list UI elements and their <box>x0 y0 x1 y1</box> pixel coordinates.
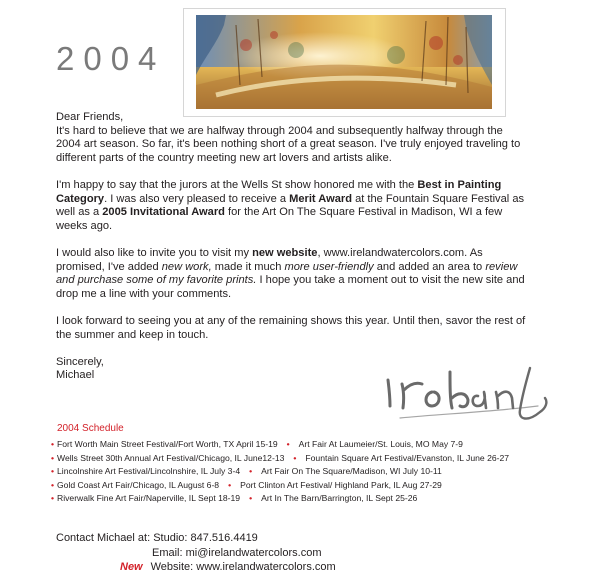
new-badge: New <box>120 561 143 573</box>
letter-body <box>56 111 526 383</box>
website-link[interactable]: Website: www.irelandwatercolors.com <box>150 561 336 573</box>
studio-phone: Contact Michael at: Studio: 847.516.4419 <box>56 532 258 544</box>
bullet-icon: • <box>286 439 290 449</box>
new-work-text: new work, <box>161 260 212 273</box>
schedule-event: Wells Street 30th Annual Art Festival/Chicago, IL June12-13 <box>57 452 285 463</box>
p2-text-3: at the Fountain Square Festival as well as a <box>56 192 525 219</box>
schedule-event: Fort Worth Main Street Festival/Fort Worth, TX April 15-19 <box>57 439 278 449</box>
signer-name: Michael <box>56 369 95 382</box>
bullet-icon: • <box>249 466 253 476</box>
schedule-row <box>48 479 608 493</box>
bullet-icon: • <box>50 479 54 490</box>
painting-frame <box>183 8 506 117</box>
schedule-row <box>48 465 608 479</box>
invitational-award: 2005 Invitational Award <box>102 206 225 219</box>
new-website-label: new website <box>252 246 318 259</box>
p3-text-4: and added an area to <box>373 260 486 273</box>
p3-text-1: I would also like to invite you to visit my <box>56 246 253 259</box>
watercolor-painting-image <box>196 15 492 109</box>
schedule-row <box>48 438 608 452</box>
p3-text-5: I hope you take a moment out to visit the new site and drop me a line with your comments. <box>56 274 525 300</box>
schedule-row <box>48 452 608 466</box>
bullet-icon: • <box>228 479 232 490</box>
schedule-event: Fountain Square Art Festival/Evanston, IL June 26-27 <box>305 452 510 463</box>
schedule-event: Port Clinton Art Festival/ Highland Park, IL Aug 27-29 <box>240 479 442 490</box>
schedule-row <box>48 492 608 506</box>
website-row <box>56 560 556 575</box>
closing: Sincerely, <box>56 355 104 368</box>
page-year-title: 2004 <box>56 40 166 77</box>
schedule-event: Riverwalk Fine Art Fair/Naperville, IL Sept 18-19 <box>57 493 241 503</box>
contact-block <box>56 531 556 575</box>
p3-text-2: , www.irelandwatercolors.com. As promised, I've added <box>56 246 483 273</box>
paragraph-2 <box>56 179 526 233</box>
user-friendly-text: more user-friendly <box>284 260 374 273</box>
handwritten-signature <box>380 362 550 432</box>
p2-text-4: for the Art On The Square Festival in Madison, WI a few weeks ago. <box>56 206 503 232</box>
bullet-icon: • <box>50 466 54 476</box>
greeting: Dear Friends, <box>56 111 124 123</box>
bullet-icon: • <box>249 493 253 503</box>
p3-text-3: made it much <box>211 260 285 273</box>
paragraph-4: I look forward to seeing you at any of the remaining shows this year. Until then, savor the rest of the summer and keep in touch. <box>56 314 526 341</box>
bullet-icon: • <box>50 452 54 463</box>
bullet-icon: • <box>50 493 54 503</box>
paragraph-1: It's hard to believe that we are halfway through 2004 and subsequently halfway through the 2004 art season. So far, it's been nothing short of a great season. I've truly enjoyed traveling to different parts of the country meeting new art lovers and artists alike. <box>56 124 521 164</box>
paragraph-3 <box>56 247 526 301</box>
schedule-event: Lincolnshire Art Festival/Lincolnshire, IL July 3-4 <box>57 466 241 476</box>
email-address[interactable]: Email: mi@irelandwatercolors.com <box>152 546 322 559</box>
schedule-event: Art Fair At Laumeier/St. Louis, MO May 7-9 <box>298 439 463 449</box>
schedule-event: Art Fair On The Square/Madison, WI July 10-11 <box>261 466 442 476</box>
schedule-event: Gold Coast Art Fair/Chicago, IL August 6-8 <box>57 479 220 490</box>
merit-award: Merit Award <box>289 192 352 205</box>
schedule-event: Art In The Barn/Barrington, IL Sept 25-26 <box>261 493 418 503</box>
p2-text-1: I'm happy to say that the jurors at the Wells St show honored me with the <box>56 178 418 191</box>
best-in-painting-award: Best in Painting Category <box>56 178 502 205</box>
bullet-icon: • <box>50 439 54 449</box>
p2-text-2: . I was also very pleased to receive a <box>104 192 290 205</box>
schedule-title: 2004 Schedule <box>57 423 124 434</box>
bullet-icon: • <box>293 452 297 463</box>
purchase-prints-text: review and purchase some of my favorite prints. <box>56 260 518 287</box>
schedule-list <box>48 438 608 506</box>
